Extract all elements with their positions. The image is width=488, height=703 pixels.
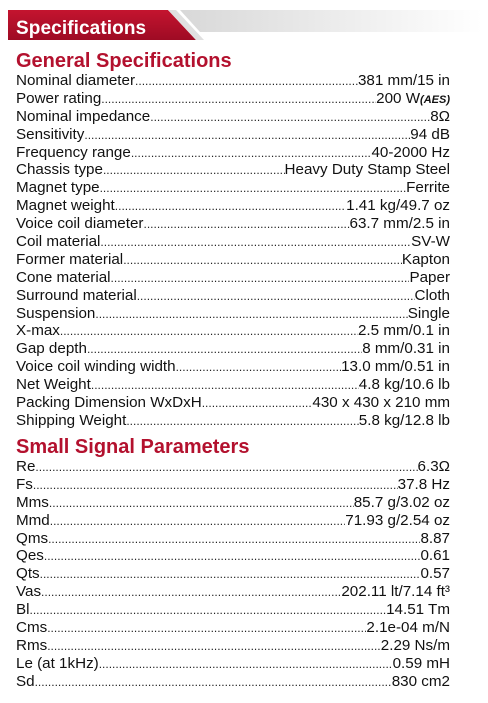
spec-value — [409, 269, 450, 287]
spec-value — [392, 673, 450, 691]
spec-value-text: 71.93 g/2.54 oz — [345, 511, 450, 529]
spec-value-text: 1.41 kg/49.7 oz — [346, 197, 450, 215]
dot-leader — [44, 548, 421, 565]
spec-value — [345, 512, 450, 530]
spec-row — [16, 144, 450, 162]
spec-value-text: 14.51 Tm — [386, 601, 450, 619]
spec-value-text: 37.8 Hz — [397, 475, 450, 493]
spec-value-text: 4.8 kg/10.6 lb — [358, 376, 450, 394]
spec-label: Qms — [16, 529, 49, 547]
spec-value-text: 5.8 kg/12.8 lb — [358, 411, 450, 429]
spec-value — [410, 126, 450, 144]
spec-row — [16, 287, 450, 305]
dot-leader — [47, 638, 381, 655]
spec-row — [16, 673, 450, 691]
dot-leader — [123, 252, 402, 269]
spec-value — [346, 197, 450, 215]
dot-leader — [48, 531, 420, 548]
spec-label: Re — [16, 458, 36, 475]
dot-leader — [111, 270, 410, 287]
dot-leader — [115, 198, 346, 215]
dot-leader — [131, 145, 372, 162]
dot-leader — [35, 674, 392, 691]
spec-row — [16, 161, 450, 179]
dot-leader — [202, 395, 313, 412]
spec-value-text: 63.7 mm/2.5 in — [349, 215, 450, 233]
dot-leader — [40, 566, 421, 583]
spec-row — [16, 547, 450, 565]
spec-label: Gap depth — [16, 340, 87, 358]
spec-value — [376, 90, 450, 108]
spec-label: Surround material — [16, 286, 137, 304]
spec-value — [371, 144, 450, 162]
spec-label: Sd — [16, 672, 35, 690]
spec-value — [398, 476, 450, 494]
spec-label: Power rating — [16, 89, 102, 107]
spec-value-text: 8.87 — [420, 529, 450, 547]
spec-value-text: 0.57 — [420, 565, 450, 583]
dot-leader — [100, 234, 411, 251]
spec-row — [16, 494, 450, 512]
spec-value — [366, 619, 450, 637]
general-specifications-heading: General Specifications — [16, 50, 232, 72]
dot-leader — [30, 602, 387, 619]
spec-value-text: 430 x 430 x 210 mm — [312, 394, 450, 412]
dot-leader — [99, 656, 393, 673]
spec-row — [16, 126, 450, 144]
spec-value-text: SV-W — [411, 233, 450, 251]
spec-row — [16, 215, 450, 233]
dot-leader — [33, 477, 398, 494]
spec-row — [16, 637, 450, 655]
spec-label: Magnet weight — [16, 197, 115, 215]
spec-row — [16, 458, 450, 476]
spec-value-text: 85.7 g/3.02 oz — [353, 493, 450, 511]
spec-value — [402, 251, 450, 269]
spec-value-text: 94 dB — [410, 125, 450, 143]
spec-row — [16, 565, 450, 583]
spec-row — [16, 340, 450, 358]
spec-value — [341, 583, 450, 601]
spec-unit: (AES) — [420, 93, 450, 106]
dot-leader — [84, 127, 410, 144]
spec-value-text: 0.59 mH — [392, 654, 450, 672]
spec-value — [420, 547, 450, 565]
spec-row — [16, 72, 450, 90]
spec-value-text: 2.29 Ns/m — [380, 636, 450, 654]
spec-row — [16, 394, 450, 412]
spec-label: Mmd — [16, 511, 50, 529]
dot-leader — [150, 109, 430, 126]
specifications-banner — [0, 6, 482, 40]
spec-value — [285, 161, 450, 179]
spec-row — [16, 512, 450, 530]
spec-value-text: 40-2000 Hz — [371, 143, 450, 161]
spec-value — [381, 637, 450, 655]
dot-leader — [126, 413, 358, 430]
spec-value — [350, 215, 450, 233]
spec-row — [16, 601, 450, 619]
spec-value — [420, 565, 450, 583]
spec-value — [408, 305, 450, 323]
spec-label: Frequency range — [16, 143, 131, 161]
spec-value — [359, 412, 450, 430]
spec-value-text: 200 W — [376, 89, 421, 107]
spec-label: Voice coil diameter — [16, 215, 144, 233]
spec-value-text: 8 mm/0.31 in — [362, 340, 450, 358]
spec-label: Qes — [16, 547, 44, 565]
spec-label: Cms — [16, 619, 48, 637]
spec-value — [406, 179, 450, 197]
spec-value-text: Heavy Duty Stamp Steel — [284, 161, 450, 179]
spec-label: Le (at 1kHz) — [16, 654, 99, 672]
spec-label: Net Weight — [16, 376, 91, 394]
spec-row — [16, 530, 450, 548]
dot-leader — [47, 620, 366, 637]
dot-leader — [41, 584, 341, 601]
dot-leader — [35, 459, 417, 476]
spec-label: Vas — [16, 583, 42, 601]
spec-row — [16, 583, 450, 601]
dot-leader — [49, 495, 354, 512]
spec-value — [341, 358, 450, 376]
spec-label: Qts — [16, 565, 40, 583]
spec-value-text: Ferrite — [406, 179, 450, 197]
spec-value-text: 2.5 mm/0.1 in — [357, 322, 450, 340]
spec-label: Fs — [16, 475, 33, 493]
spec-value-text: 8Ω — [430, 107, 450, 125]
spec-label: Former material — [16, 250, 124, 268]
dot-leader — [87, 341, 362, 358]
spec-row — [16, 179, 450, 197]
small-signal-parameters-heading: Small Signal Parameters — [16, 436, 250, 458]
spec-label: Packing Dimension WxDxH — [16, 394, 202, 412]
spec-label: Sensitivity — [16, 125, 85, 143]
spec-value-text: Kapton — [401, 250, 450, 268]
spec-row — [16, 90, 450, 108]
general-specifications-list — [16, 72, 450, 430]
spec-value — [386, 601, 450, 619]
spec-value — [362, 340, 450, 358]
spec-label: Voice coil winding width — [16, 358, 176, 376]
banner-title: Specifications — [16, 18, 147, 39]
spec-value-text: Cloth — [414, 286, 450, 304]
spec-value-text: Paper — [409, 268, 450, 286]
spec-label: X-max — [16, 322, 60, 340]
dot-leader — [50, 513, 346, 530]
spec-value — [393, 655, 450, 673]
spec-value-text: 381 mm/15 in — [357, 72, 450, 89]
spec-row — [16, 358, 450, 376]
spec-label: Chassis type — [16, 161, 103, 179]
spec-label: Shipping Weight — [16, 411, 127, 429]
spec-value — [411, 233, 450, 251]
spec-row — [16, 412, 450, 430]
spec-label: Coil material — [16, 233, 101, 251]
spec-value — [430, 108, 450, 126]
spec-row — [16, 233, 450, 251]
spec-value-text: 6.3Ω — [417, 458, 450, 475]
dot-leader — [143, 216, 349, 233]
spec-value-text: Single — [407, 304, 450, 322]
spec-label: Nominal diameter — [16, 72, 136, 89]
dot-leader — [91, 377, 359, 394]
spec-value — [312, 394, 450, 412]
dot-leader — [100, 180, 407, 197]
spec-value-text: 202.11 lt/7.14 ft³ — [341, 583, 450, 601]
spec-value — [418, 458, 450, 476]
spec-value-text: 830 cm2 — [391, 672, 450, 690]
spec-row — [16, 655, 450, 673]
spec-row — [16, 269, 450, 287]
dot-leader — [95, 306, 407, 323]
spec-value-text: 13.0 mm/0.51 in — [341, 358, 450, 376]
spec-row — [16, 619, 450, 637]
spec-value — [359, 376, 450, 394]
spec-label: Bl — [16, 601, 30, 619]
dot-leader — [137, 288, 415, 305]
spec-row — [16, 476, 450, 494]
spec-value — [358, 72, 450, 90]
small-signal-parameters-list — [16, 458, 450, 691]
spec-row — [16, 376, 450, 394]
dot-leader — [101, 91, 376, 108]
spec-row — [16, 197, 450, 215]
spec-label: Nominal impedance — [16, 107, 151, 125]
dot-leader — [103, 162, 285, 179]
spec-value-text: 2.1e-04 m/N — [366, 619, 450, 637]
spec-row — [16, 322, 450, 340]
spec-row — [16, 108, 450, 126]
spec-value — [358, 322, 450, 340]
spec-label: Mms — [16, 493, 49, 511]
spec-row — [16, 251, 450, 269]
spec-label: Suspension — [16, 304, 96, 322]
spec-label: Magnet type — [16, 179, 100, 197]
spec-row — [16, 305, 450, 323]
spec-label: Rms — [16, 636, 48, 654]
dot-leader — [135, 73, 358, 90]
dot-leader — [60, 323, 358, 340]
dot-leader — [176, 359, 342, 376]
spec-value — [354, 494, 450, 512]
spec-value — [415, 287, 450, 305]
spec-value-text: 0.61 — [420, 547, 450, 565]
spec-label: Cone material — [16, 268, 111, 286]
spec-value — [420, 530, 450, 548]
